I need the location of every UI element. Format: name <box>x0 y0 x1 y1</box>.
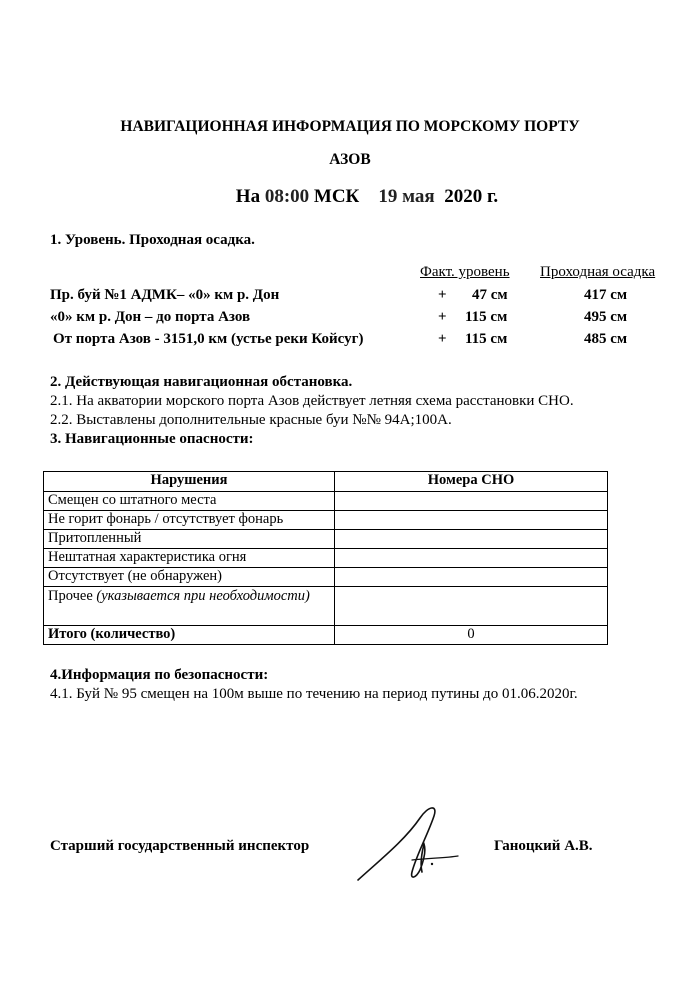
level-row-sign: + <box>438 309 447 325</box>
level-row-name: «0» км р. Дон – до порта Азов <box>50 309 251 325</box>
sno-value <box>335 492 608 511</box>
document-title: НАВИГАЦИОННАЯ ИНФОРМАЦИЯ ПО МОРСКОМУ ПОРТУ <box>120 118 580 135</box>
total-value: 0 <box>335 626 608 645</box>
nav-situation-line: 2.2. Выставлены дополнительные красные буи №№ 94А;100А. <box>50 412 452 428</box>
safety-info-line: 4.1. Буй № 95 смещен на 100м выше по течению на период путины до 01.06.2020г. <box>50 686 578 702</box>
col-sno-numbers: Номера СНО <box>335 472 608 492</box>
violation-label: Нештатная характеристика огня <box>44 549 335 568</box>
col-fact-level: Факт. уровень <box>420 264 510 280</box>
violation-label: Не горит фонарь / отсутствует фонарь <box>44 511 335 530</box>
sno-value <box>335 530 608 549</box>
table-row <box>44 530 608 549</box>
table-row <box>44 587 608 626</box>
report-datetime <box>0 186 700 208</box>
level-row-name: От порта Азов - 3151,0 км (устье реки Койсуг) <box>53 331 364 347</box>
sno-value <box>335 568 608 587</box>
violation-label: Отсутствует (не обнаружен) <box>44 568 335 587</box>
level-row-sign: + <box>438 287 447 303</box>
table-row <box>44 549 608 568</box>
other-violation-cell <box>44 587 335 626</box>
table-row <box>44 511 608 530</box>
signer-name: Ганоцкий А.В. <box>494 838 593 854</box>
table-row <box>44 492 608 511</box>
table-header-row <box>44 472 608 492</box>
level-row-level: 115 см <box>465 331 508 347</box>
other-note: (указывается при необходимости) <box>96 588 310 604</box>
report-year: 2020 г. <box>444 186 499 207</box>
total-row <box>44 626 608 645</box>
section3-heading: 3. Навигационные опасности: <box>50 431 254 447</box>
violation-label: Смещен со штатного места <box>44 492 335 511</box>
report-time: 08:00 <box>264 186 310 207</box>
level-row-draft: 495 см <box>584 309 628 325</box>
total-label: Итого (количество) <box>44 626 335 645</box>
signature-image <box>350 800 470 890</box>
level-row-level: 115 см <box>465 309 508 325</box>
timezone: МСК <box>313 186 360 207</box>
section1-heading: 1. Уровень. Проходная осадка. <box>50 232 255 248</box>
violation-label: Притопленный <box>44 530 335 549</box>
level-row-draft: 485 см <box>584 331 628 347</box>
section4-heading: 4.Информация по безопасности: <box>50 667 269 683</box>
col-draft: Проходная осадка <box>540 264 656 280</box>
level-row-draft: 417 см <box>584 287 628 303</box>
sno-value <box>335 549 608 568</box>
signer-position: Старший государственный инспектор <box>50 838 310 854</box>
level-row-level: 47 см <box>472 287 508 303</box>
nav-situation-line: 2.1. На акватории морского порта Азов действует летняя схема расстановки СНО. <box>50 393 574 409</box>
hazards-table <box>43 471 608 645</box>
col-violations: Нарушения <box>44 472 335 492</box>
report-date: 19 мая <box>378 186 435 207</box>
section2-heading: 2. Действующая навигационная обстановка. <box>50 374 353 390</box>
sno-value <box>335 511 608 530</box>
other-label: Прочее <box>48 588 93 604</box>
date-prefix: На <box>235 186 261 207</box>
level-row-name: Пр. буй №1 АДМК– «0» км р. Дон <box>50 287 280 303</box>
port-name: АЗОВ <box>329 151 371 168</box>
level-row-sign: + <box>438 331 447 347</box>
table-row <box>44 568 608 587</box>
sno-value <box>335 587 608 626</box>
